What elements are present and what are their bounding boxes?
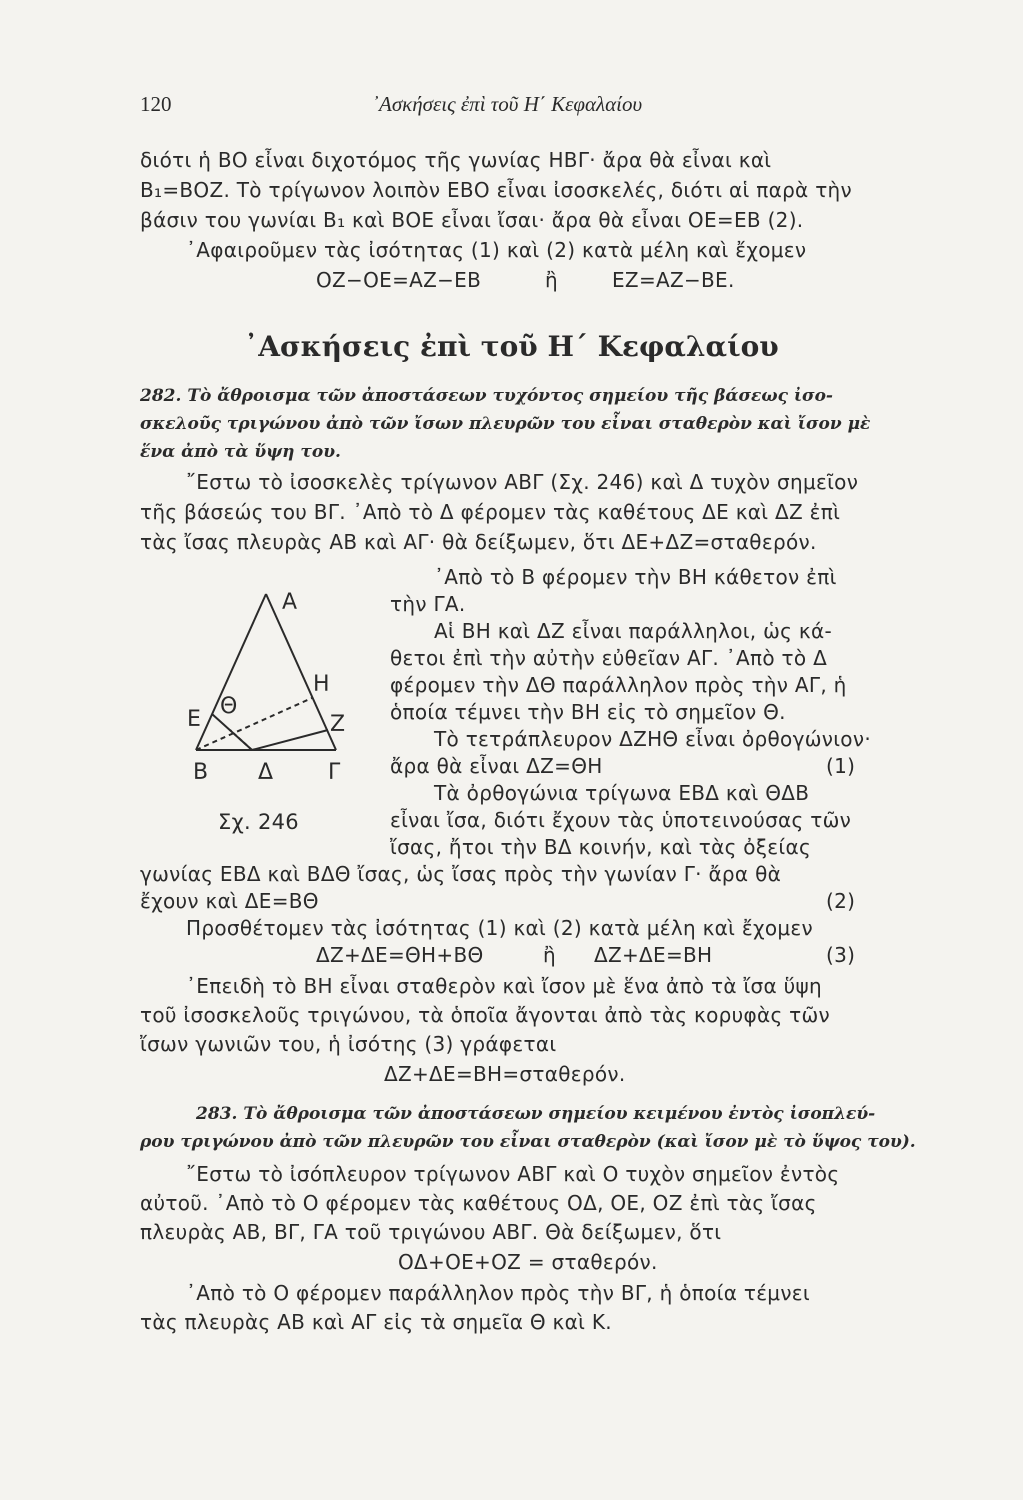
- label-z: Ζ: [330, 712, 346, 737]
- page-number: 120: [140, 92, 172, 116]
- problem-283-statement: ρου τριγώνου ἀπὸ τῶν πλευρῶν του εἶναι σταθερὸν (καὶ ἴσον μὲ τὸ ὕψος του).: [140, 1132, 916, 1152]
- equation-left: ΟΖ−ΟΕ=ΑΖ−ΕΒ: [316, 268, 482, 292]
- text-line: φέρομεν τὴν ΔΘ παράλληλον πρὸς τὴν ΑΓ, ἡ: [390, 673, 847, 697]
- text-line: βάσιν του γωνίαι Β₁ καὶ ΒΟΕ εἶναι ἴσαι· ἄρα θὰ εἶναι ΟΕ=ΕΒ (2).: [140, 208, 804, 232]
- perp-dz: [252, 730, 328, 750]
- running-title: ᾿Ασκήσεις ἐπὶ τοῦ Η΄ Κεφαλαίου: [372, 92, 643, 116]
- equation-right: ΕΖ=ΑΖ−ΒΕ.: [612, 268, 735, 292]
- equation-3-right: ΔΖ+ΔΕ=ΒΗ: [594, 943, 713, 967]
- text-line: ᾿Αφαιροῦμεν τὰς ἰσότητας (1) καὶ (2) κατὰ μέλη καὶ ἔχομεν: [186, 238, 807, 262]
- label-h: Η: [313, 672, 330, 697]
- text-line: διότι ἡ ΒΟ εἶναι διχοτόμος τῆς γωνίας ΗΒΓ· ἄρα θὰ εἶναι καὶ: [140, 148, 772, 172]
- text-line: ᾿Απὸ τὸ Β φέρομεν τὴν ΒΗ κάθετον ἐπὶ: [434, 565, 837, 589]
- text-line: ᾿Επειδὴ τὸ ΒΗ εἶναι σταθερὸν καὶ ἴσον μὲ ἕνα ἀπὸ τὰ ἴσα ὕψη: [186, 974, 822, 998]
- text-line: Τὸ τετράπλευρον ΔΖΗΘ εἶναι ὀρθογώνιον·: [434, 727, 871, 751]
- label-theta: Θ: [220, 694, 238, 719]
- text-line: ᾿Απὸ τὸ Ο φέρομεν παράλληλον πρὸς τὴν ΒΓ, ἡ ὁποία τέμνει: [186, 1281, 810, 1305]
- text-line: Β₁=ΒΟΖ. Τὸ τρίγωνον λοιπὸν ΕΒΟ εἶναι ἰσοσκελές, διότι αἱ παρὰ τὴν: [140, 178, 852, 202]
- text-line: ὁποία τέμνει τὴν ΒΗ εἰς τὸ σημεῖον Θ.: [390, 700, 786, 724]
- equation-1: ἄρα θὰ εἶναι ΔΖ=ΘΗ: [390, 754, 603, 778]
- equation-3-or: ἢ: [543, 943, 556, 967]
- altitude-bh: [196, 698, 312, 750]
- final-equation: ΔΖ+ΔΕ=ΒΗ=σταθερόν.: [384, 1062, 626, 1086]
- text-line: εἶναι ἴσα, διότι ἔχουν τὰς ὑποτεινούσας τῶν: [390, 808, 852, 832]
- problem-282-statement: ἕνα ἀπὸ τὰ ὕψη του.: [140, 442, 341, 462]
- text-line: θετοι ἐπὶ τὴν αὐτὴν εὐθεῖαν ΑΓ. ᾿Απὸ τὸ Δ: [390, 646, 828, 670]
- text-line: τὰς ἴσας πλευρὰς ΑΒ καὶ ΑΓ· θὰ δείξωμεν, ὅτι ΔΕ+ΔΖ=σταθερόν.: [140, 530, 817, 554]
- equation-or: ἢ: [545, 268, 558, 292]
- figure-246: [170, 580, 370, 780]
- text-line: ῎Εστω τὸ ἰσόπλευρον τρίγωνον ΑΒΓ καὶ Ο τυχὸν σημεῖον ἐντὸς: [186, 1162, 840, 1186]
- equation-3-left: ΔΖ+ΔΕ=ΘΗ+ΒΘ: [316, 943, 484, 967]
- section-heading: ᾿Ασκήσεις ἐπὶ τοῦ Η΄ Κεφαλαίου: [244, 330, 779, 363]
- text-line: τὴν ΓΑ.: [390, 592, 466, 616]
- equation-2: ἔχουν καὶ ΔΕ=ΒΘ: [140, 889, 319, 913]
- label-a: Α: [282, 590, 298, 615]
- label-e: Ε: [187, 707, 201, 732]
- side-ab: [196, 594, 266, 750]
- text-line: Τὰ ὀρθογώνια τρίγωνα ΕΒΔ καὶ ΘΔΒ: [434, 781, 810, 805]
- problem-282-statement: σκελοῦς τριγώνου ἀπὸ τῶν ἴσων πλευρῶν του εἶναι σταθερὸν καὶ ἴσον μὲ: [140, 414, 871, 434]
- equation-2-number: (2): [826, 889, 856, 913]
- text-line: τὰς πλευρὰς ΑΒ καὶ ΑΓ εἰς τὰ σημεῖα Θ καὶ Κ.: [140, 1310, 612, 1334]
- text-line: Προσθέτομεν τὰς ἰσότητας (1) καὶ (2) κατὰ μέλη καὶ ἔχομεν: [186, 916, 814, 940]
- text-line: Αἱ ΒΗ καὶ ΔΖ εἶναι παράλληλοι, ὡς κά-: [434, 619, 832, 643]
- text-line: ἴσων γωνιῶν του, ἡ ἰσότης (3) γράφεται: [140, 1032, 557, 1056]
- equation-1-number: (1): [826, 754, 856, 778]
- label-g: Γ: [328, 760, 341, 785]
- problem-282-statement: 282. Τὸ ἄθροισμα τῶν ἀποστάσεων τυχόντος σημείου τῆς βάσεως ἰσο-: [140, 386, 833, 406]
- text-line: γωνίας ΕΒΔ καὶ ΒΔΘ ἴσας, ὡς ἴσας πρὸς τὴν γωνίαν Γ· ἄρα θὰ: [140, 862, 782, 886]
- text-line: αὐτοῦ. ᾿Απὸ τὸ Ο φέρομεν τὰς καθέτους ΟΔ, ΟΕ, ΟΖ ἐπὶ τὰς ἴσας: [140, 1191, 817, 1215]
- text-line: τῆς βάσεώς του ΒΓ. ᾿Απὸ τὸ Δ φέρομεν τὰς καθέτους ΔΕ καὶ ΔΖ ἐπὶ: [140, 500, 841, 524]
- equation-283: ΟΔ+ΟΕ+ΟΖ = σταθερόν.: [398, 1250, 658, 1274]
- text-line: ἴσας, ἤτοι τὴν ΒΔ κοινήν, καὶ τὰς ὀξείας: [390, 835, 811, 859]
- label-d: Δ: [258, 760, 274, 785]
- problem-283-statement: 283. Τὸ ἄθροισμα τῶν ἀποστάσεων σημείου κειμένου ἐντὸς ἰσοπλεύ-: [196, 1104, 876, 1124]
- label-b: Β: [193, 760, 209, 785]
- text-line: ῎Εστω τὸ ἰσοσκελὲς τρίγωνον ΑΒΓ (Σχ. 246) καὶ Δ τυχὸν σημεῖον: [186, 470, 859, 494]
- text-line: πλευρὰς ΑΒ, ΒΓ, ΓΑ τοῦ τριγώνου ΑΒΓ. Θὰ δείξωμεν, ὅτι: [140, 1220, 722, 1244]
- figure-caption: Σχ. 246: [218, 810, 299, 834]
- text-line: τοῦ ἰσοσκελοῦς τριγώνου, τὰ ὁποῖα ἄγονται ἀπὸ τὰς κορυφὰς τῶν: [140, 1003, 831, 1027]
- equation-3-number: (3): [826, 943, 856, 967]
